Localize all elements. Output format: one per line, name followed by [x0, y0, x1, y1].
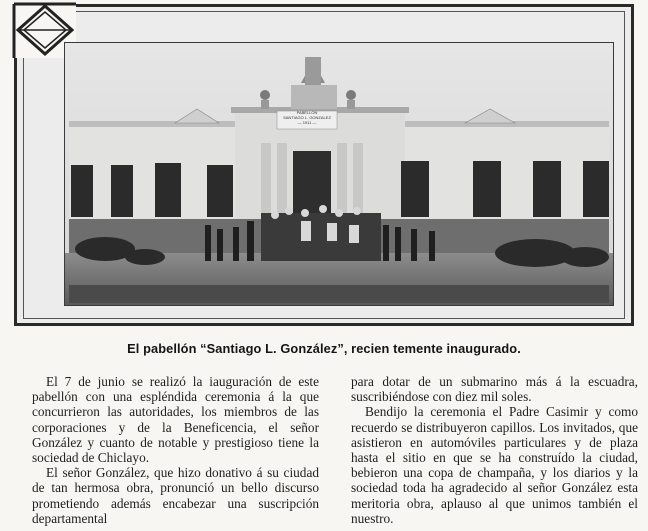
- article-paragraph: El señor González, que hizo donativo á su ciudad de tan hermosa obra, pronunció un bello discurso prometiendo además encabezar una suscripción departamental: [32, 465, 319, 526]
- article-column-right: [351, 374, 638, 531]
- photo-caption: El pabellón “Santiago L. González”, recien temente inaugurado.: [127, 341, 521, 356]
- inscription-line-3: — 1911 —: [297, 120, 317, 125]
- article-columns: [32, 374, 638, 531]
- article-paragraph: El 7 de junio se realizó la iauguración de este pabellón con una espléndida ceremonia á la que concurrieron las autoridades, los miembros de las corporaciones y de la Beneficencia, el señor González y cuanto de notable y prestigioso tiene la sociedad de Chiclayo.: [32, 374, 319, 466]
- photo-inscription: [277, 110, 337, 125]
- pavilion-photo: [64, 42, 614, 306]
- article-paragraph: para dotar de un submarino más á la escuadra, suscribiéndose con diez mil soles.: [351, 374, 638, 405]
- inscription-line-2: SANTIAGO L. GONZALEZ: [283, 115, 331, 120]
- article-paragraph: Bendijo la ceremonia el Padre Casimir y como recuerdo se distribuyeron capillos. Los invitados, que asistieron en automóviles particulares y de plaza hasta el sitio en que se ha construído la ciudad, bebieron una copa de champaña, y los diarios y la sociedad toda ha agradecido al señor González esta meritoria obra, aplauso al que unimos también el nuestro.: [351, 404, 638, 526]
- inscription-line-1: PABELLON: [296, 110, 318, 115]
- article-column-left: [32, 374, 319, 531]
